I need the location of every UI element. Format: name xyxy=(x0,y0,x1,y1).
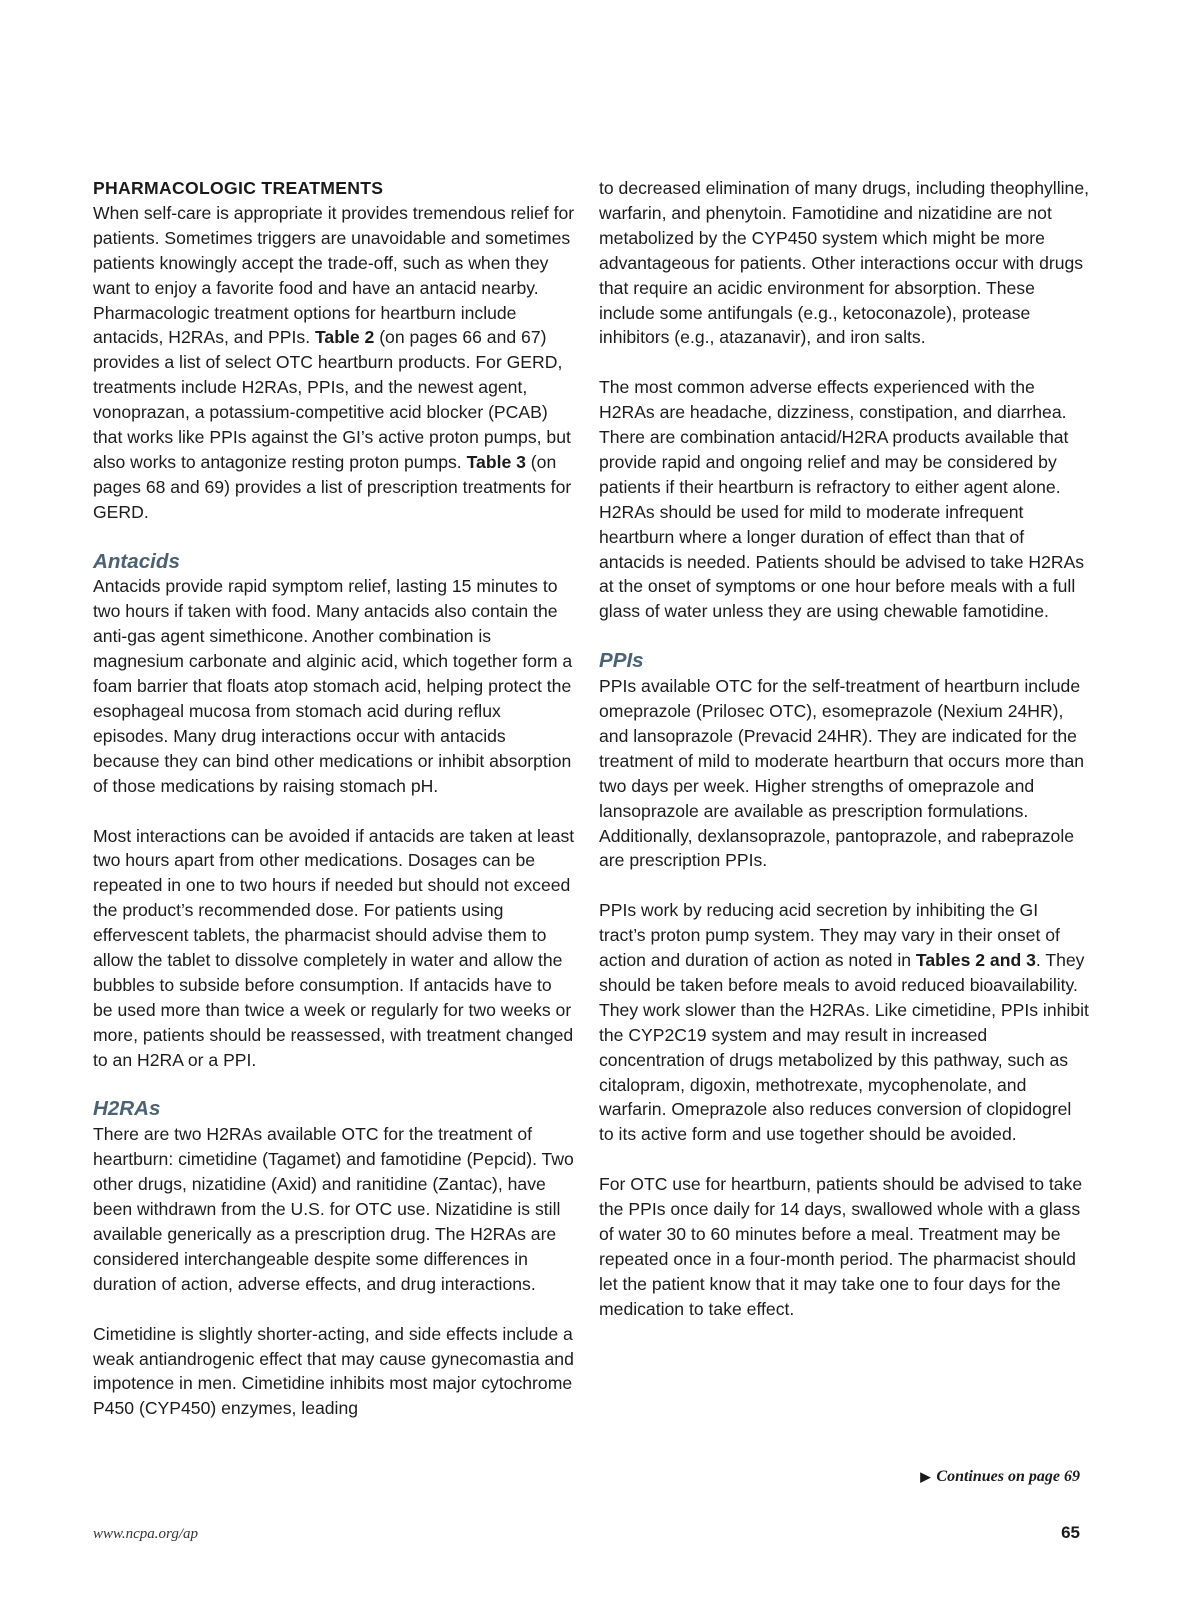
continues-label: Continues on page 69 xyxy=(936,1468,1080,1485)
table-2-ref: Table 2 xyxy=(314,327,375,348)
play-triangle-icon: ▶ xyxy=(920,1469,931,1484)
continued-paragraph-2: The most common adverse effects experienced with the H2RAs are headache, dizziness, constipation, and diarrhea. There are combination antacid/H2RA products available that provide rapid and ongoing relief and may be considered by patients if their heartburn is refractory to either agent alone. H2RAs should be used for mild to moderate infrequent heartburn where a longer duration of effect than that of antacids is needed. Patients should be advised to take H2RAs at the onset of symptoms or one hour before meals with a full glass of water unless they are using chewable famotidine. xyxy=(599,377,1085,622)
page-number: 65 xyxy=(1061,1523,1080,1542)
left-column xyxy=(93,176,575,1421)
table-3-ref: Table 3 xyxy=(466,451,526,472)
ppis-paragraph-3: For OTC use for heartburn, patients should be advised to take the PPIs once daily for 14 days, swallowed whole with a glass of water 30 to 60 minutes before a meal. Treatment may be repeated once in a four-month period. The pharmacist should let the patient know that it may take one to four days for the medication to take effect. xyxy=(599,1174,1083,1319)
h2ras-paragraph-2: Cimetidine is slightly shorter-acting, and side effects include a weak antiandrogenic effect that may cause gynecomastia and impotence in men. Cimetidine inhibits most major cytochrome P450 (CYP450) enzymes, leading xyxy=(93,1323,574,1419)
right-column xyxy=(599,176,1089,1322)
tables-2-and-3-ref: Tables 2 and 3 xyxy=(915,950,1036,971)
antacids-paragraph-2: Most interactions can be avoided if antacids are taken at least two hours apart from other medications. Dosages can be repeated in one to two hours if needed but should not exceed the product’s recommended dose. For patients using effervescent tablets, the pharmacist should advise them to allow the tablet to dissolve completely in water and allow the bubbles to subside before consumption. If antacids have to be used more than twice a week or regularly for two weeks or more, patients should be reassessed, with treatment changed to an H2RA or a PPI. xyxy=(93,825,575,1070)
continues-link[interactable] xyxy=(920,1468,1080,1486)
intro-paragraph: When self-care is appropriate it provides tremendous relief for patients. Sometimes triggers are unavoidable and sometimes patients knowingly accept the trade-off, such as when they want to enjoy a favorite food and have an antacid nearby. Pharmacologic treatment options for heartburn include antacids, H2RAs, and PPIs. Table 2 (on pages 66 and 67) provides a list of select OTC heartburn products. For GERD, treatments include H2RAs, PPIs, and the newest agent, vonoprazan, a potassium-competitive acid blocker (PCAB) that works like PPIs against the GI’s active proton pumps, but also works to antagonize resting proton pumps. Table 3 (on pages 68 and 69) provides a list of prescription treatments for GERD. xyxy=(93,202,575,522)
ppis-heading: PPIs xyxy=(599,649,644,673)
section-title: PHARMACOLOGIC TREATMENTS xyxy=(93,178,384,198)
antacids-paragraph-1: Antacids provide rapid symptom relief, lasting 15 minutes to two hours if taken with food. Many antacids also contain the anti-gas agent simethicone. Another combination is magnesium carbonate and alginic acid, which together form a foam barrier that floats atop stomach acid, helping protect the esophageal mucosa from stomach acid during reflux episodes. Many drug interactions occur with antacids because they can bind other medications or inhibit absorption of those medications by raising stomach pH. xyxy=(93,576,573,796)
ppis-paragraph-2: PPIs work by reducing acid secretion by inhibiting the GI tract’s proton pump system. They may vary in their onset of action and duration of action as noted in Tables 2 and 3. They should be taken before meals to avoid reduced bioavailability. They work slower than the H2RAs. Like cimetidine, PPIs inhibit the CYP2C19 system and may result in increased concentration of drugs metabolized by this pathway, such as citalopram, digoxin, methotrexate, mycophenolate, and warfarin. Omeprazole also reduces conversion of clopidogrel to its active form and use together should be avoided. xyxy=(599,900,1089,1145)
h2ras-paragraph-1: There are two H2RAs available OTC for the treatment of heartburn: cimetidine (Tagamet) and famotidine (Pepcid). Two other drugs, nizatidine (Axid) and ranitidine (Zantac), have been withdrawn from the U.S. for OTC use. Nizatidine is still available generically as a prescription drug. The H2RAs are considered interchangeable despite some differences in duration of action, adverse effects, and drug interactions. xyxy=(93,1124,574,1294)
h2ras-heading: H2RAs xyxy=(93,1097,161,1121)
footer-url[interactable]: www.ncpa.org/ap xyxy=(93,1526,199,1542)
ppis-paragraph-1: PPIs available OTC for the self-treatment of heartburn include omeprazole (Prilosec OTC), esomeprazole (Nexium 24HR), and lansoprazole (Prevacid 24HR). They are indicated for the treatment of mild to moderate heartburn that occurs more than two days per week. Higher strengths of omeprazole and lansoprazole are available as prescription formulations. Additionally, dexlansoprazole, pantoprazole, and rabeprazole are prescription PPIs. xyxy=(599,676,1085,871)
continued-paragraph-1: to decreased elimination of many drugs, including theophylline, warfarin, and phenytoin. Famotidine and nizatidine are not metabolized by the CYP450 system which might be more advantageous for patients. Other interactions occur with drugs that require an acidic environment for absorption. These include some antifungals (e.g., ketoconazole), protease inhibitors (e.g., atazanavir), and iron salts. xyxy=(599,178,1089,348)
antacids-heading: Antacids xyxy=(93,549,180,573)
